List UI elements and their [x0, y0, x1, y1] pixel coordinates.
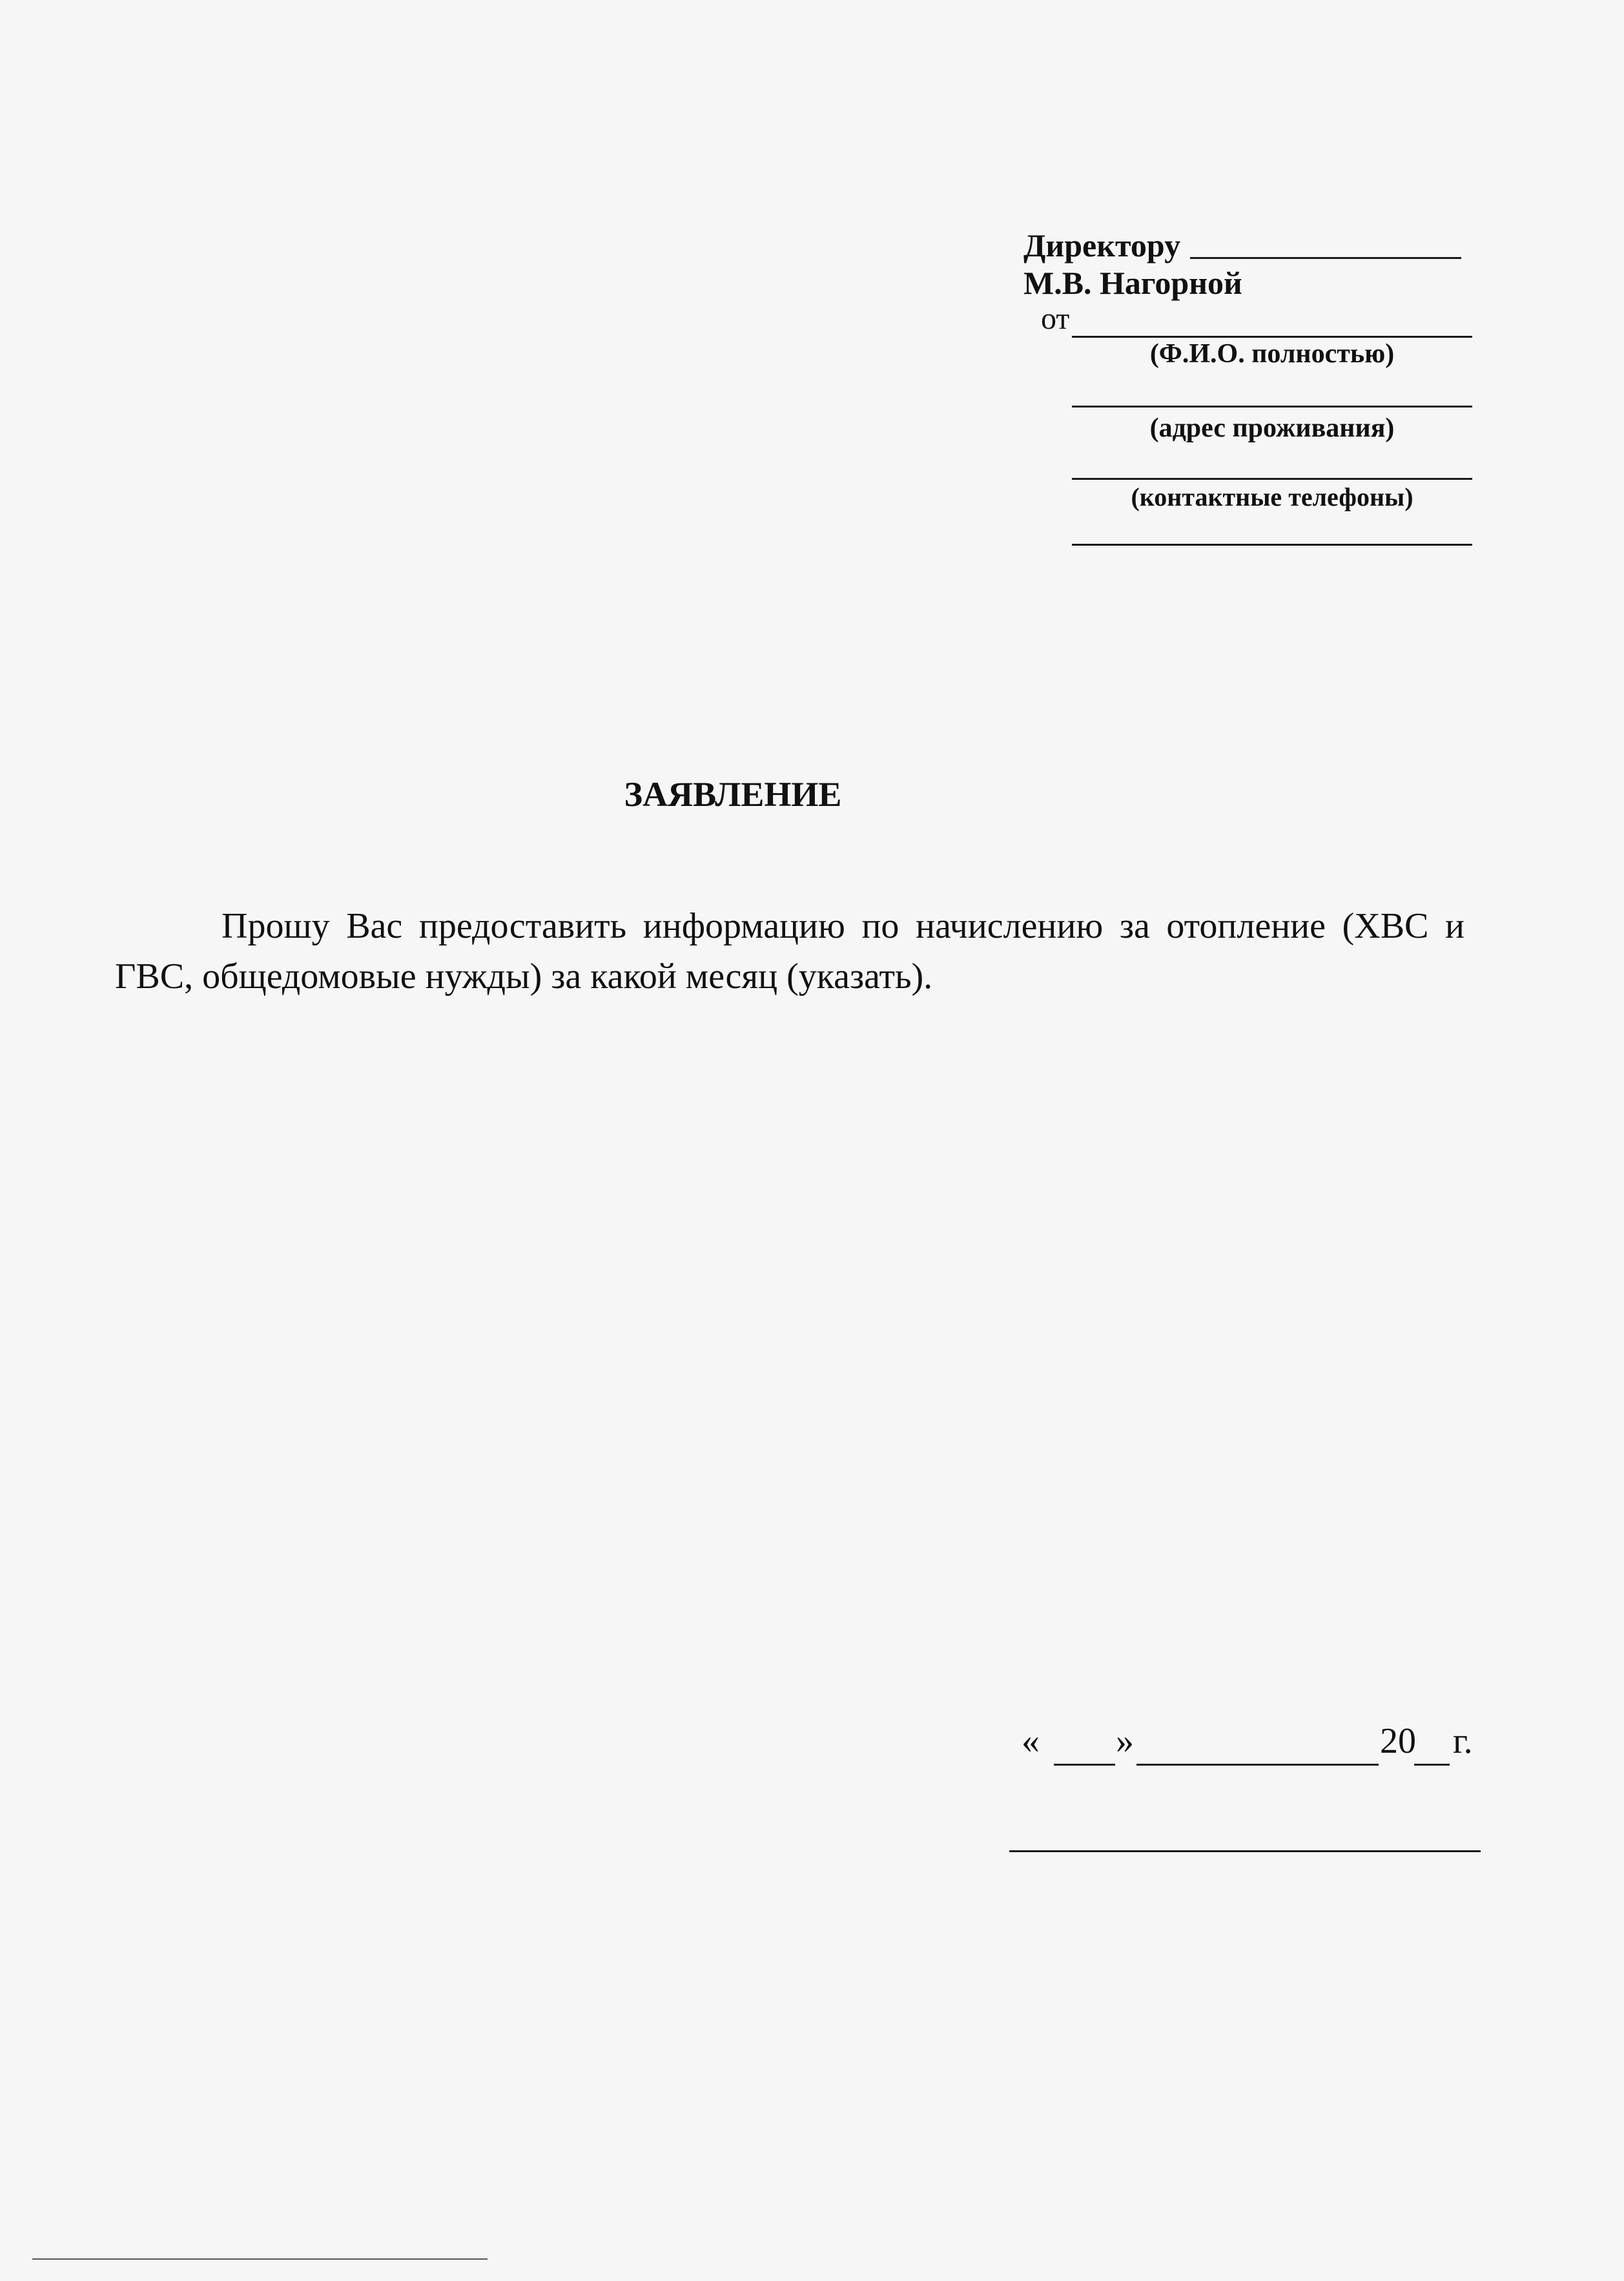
date-close-quote: » [1116, 1721, 1134, 1761]
footer-line [32, 2258, 488, 2260]
director-blank-line [1190, 257, 1461, 259]
address-caption: (адрес проживания) [1149, 413, 1395, 443]
fio-caption: (Ф.И.О. полностью) [1149, 339, 1395, 369]
address-blank-line [1072, 406, 1472, 408]
phones-caption: (контактные телефоны) [1131, 482, 1413, 511]
year-blank-line [1414, 1764, 1450, 1766]
director-label: Директору [1023, 227, 1181, 263]
signature-line [1009, 1850, 1481, 1852]
date-open-quote: « [1022, 1721, 1040, 1761]
director-name: М.В. Нагорной [1023, 265, 1242, 301]
from-label: от [1041, 302, 1070, 336]
phones-blank-line [1072, 478, 1472, 480]
month-blank-line [1136, 1764, 1379, 1766]
year-prefix: 20 [1380, 1721, 1416, 1761]
day-blank-line [1054, 1764, 1115, 1766]
request-text: Прошу Вас предоставить информацию по начислению за отопление (ХВС и ГВС, общедомовые нужды) за какой месяц (указать). [115, 906, 1465, 996]
document-title: ЗАЯВЛЕНИЕ [624, 775, 842, 814]
fio-blank-line [1072, 336, 1472, 338]
year-suffix: г. [1453, 1721, 1473, 1761]
extra-blank-line [1072, 544, 1472, 546]
